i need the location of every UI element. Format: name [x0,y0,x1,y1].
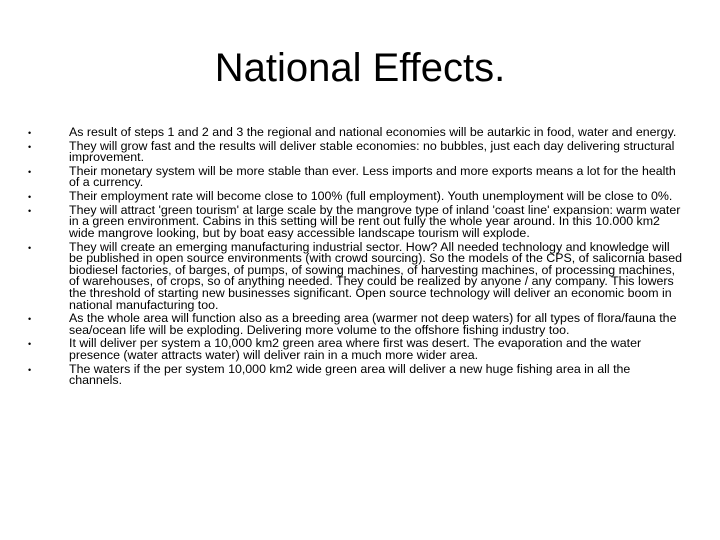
bullet-text: They will create an emerging manufacturing industrial sector. How? All needed technology and knowledge will be published in open source environments (with crowd sourcing). So the models of the CPS, of salicornia based biodiesel factories, of barges, of pumps, of sowing machines, of harvesting machines, of processing machines, of warehouses, of crops, so of anything needed. They could be realized by anyone / any company. This lowers the threshold of starting new businesses significant. Open source technology will deliver an economic boom in national manufacturing too. [69,239,682,312]
bullet-item [0,163,720,190]
bullet-text: The waters if the per system 10,000 km2 wide green area will deliver a new huge fishing area in all the channels. [69,361,631,388]
bullet-item [0,338,720,361]
bullet-dot-icon: • [28,242,32,253]
bullet-text: As the whole area will function also as a breeding area (warmer not deep waters) for all types of flora/fauna the sea/ocean life will be exploding. Delivering more volume to the offshore fishing industry too. [69,311,677,337]
bullet-dot-icon: • [28,205,32,216]
bullet-dot-icon: • [28,192,32,203]
bullet-text: Their monetary system will be more stable than ever. Less imports and more exports means a lot for the health of a currency. [69,163,676,190]
slide-title: National Effects. [214,46,506,90]
bullet-dot-icon: • [28,314,32,325]
bullet-list [0,127,720,389]
bullet-item [0,361,720,388]
bullet-dot-icon: • [28,364,32,375]
bullet-text: As result of steps 1 and 2 and 3 the regional and national economies will be autarkic in food, water and energy. [69,125,677,139]
bullet-dot-icon: • [28,339,32,350]
bullet-text: Their employment rate will become close to 100% (full employment). Youth unemployment will be close to 0%. [69,189,673,204]
bullet-item [0,138,720,165]
bullet-item [0,127,720,139]
bullet-item [0,202,720,240]
bullet-text: They will attract 'green tourism' at large scale by the mangrove type of inland 'coast line' expansion: warm water in a green environment. Cabins in this setting will be rent out fully the whole year around. In this 10.000 km2 wide mangrove looking, but by boat easy accessible landscape tourism will explode. [69,202,681,240]
bullet-text: They will grow fast and the results will deliver stable economies: no bubbles, just each day delivering structural improvement. [69,138,675,165]
bullet-item [0,313,720,336]
bullet-item [0,191,720,203]
bullet-dot-icon: • [28,166,32,177]
bullet-dot-icon: • [28,141,32,152]
bullet-text: It will deliver per system a 10,000 km2 green area where first was desert. The evaporation and the water presence (water attracts water) will deliver rain in a much more wider area. [69,336,642,363]
bullet-item [0,239,720,312]
bullet-dot-icon: • [28,128,32,138]
